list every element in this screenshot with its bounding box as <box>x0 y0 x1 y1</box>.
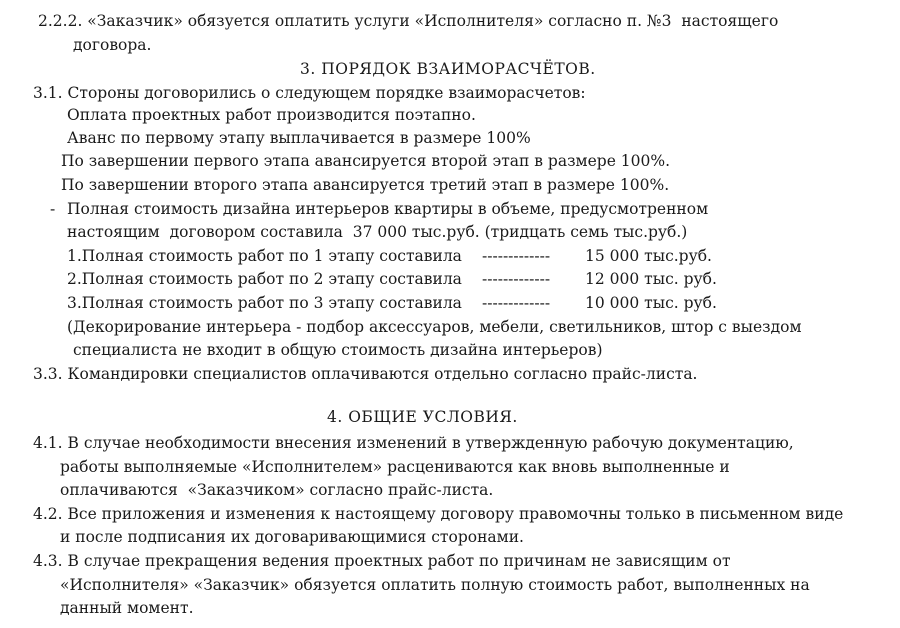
clause-3-1-intro: 3.1. Стороны договорились о следующем порядке взаиморасчетов: <box>33 84 586 102</box>
clause-2-2-2-line-1: 2.2.2. «Заказчик» обязуется оплатить услуги «Исполнителя» согласно п. №3 настоящего <box>38 12 779 30</box>
clause-4-3-line-2: «Исполнителя» «Заказчик» обязуется оплатить полную стоимость работ, выполненных на <box>60 576 810 594</box>
decor-note-line-1: (Декорирование интерьера - подбор аксессуаров, мебели, светильников, штор с выездом <box>67 318 802 336</box>
total-cost-line-2: настоящим договором составила 37 000 тыс.руб. (тридцать семь тыс.руб.) <box>67 223 688 241</box>
stage-3-dashes: ------------- <box>482 294 551 312</box>
clause-4-2-line-2: и после подписания их договаривающимися сторонами. <box>60 528 524 546</box>
section-4-heading: 4. ОБЩИЕ УСЛОВИЯ. <box>327 408 518 426</box>
stage-2-label: 2.Полная стоимость работ по 2 этапу составила <box>67 270 462 288</box>
stage-1-amount: 15 000 тыс.руб. <box>585 247 712 265</box>
clause-3-1-line-2: Аванс по первому этапу выплачивается в размере 100% <box>67 129 531 147</box>
clause-4-1-line-2: работы выполняемые «Исполнителем» расцениваются как вновь выполненные и <box>60 458 730 476</box>
clause-4-3-line-1: 4.3. В случае прекращения ведения проектных работ по причинам не зависящим от <box>33 552 731 570</box>
clause-3-1-line-4: По завершении второго этапа авансируется третий этап в размере 100%. <box>61 176 670 194</box>
clause-4-3-line-3: данный момент. <box>60 599 194 617</box>
stage-1-label: 1.Полная стоимость работ по 1 этапу составила <box>67 247 462 265</box>
clause-3-1-line-3: По завершении первого этапа авансируется второй этап в размере 100%. <box>61 152 671 170</box>
clause-4-1-line-1: 4.1. В случае необходимости внесения изменений в утвержденную рабочую документацию, <box>33 434 794 452</box>
stage-3-amount: 10 000 тыс. руб. <box>585 294 717 312</box>
stage-2-dashes: ------------- <box>482 270 551 288</box>
clause-4-2-line-1: 4.2. Все приложения и изменения к настоящему договору правомочны только в письменном виде <box>33 505 844 523</box>
clause-3-3: 3.3. Командировки специалистов оплачиваются отдельно согласно прайс-листа. <box>33 365 698 383</box>
clause-3-1-line-1: Оплата проектных работ производится поэтапно. <box>67 106 476 124</box>
stage-3-label: 3.Полная стоимость работ по 3 этапу составила <box>67 294 462 312</box>
section-3-heading: 3. ПОРЯДОК ВЗАИМОРАСЧЁТОВ. <box>300 60 596 78</box>
stage-1-dashes: ------------- <box>482 247 551 265</box>
stage-2-amount: 12 000 тыс. руб. <box>585 270 717 288</box>
clause-4-1-line-3: оплачиваются «Заказчиком» согласно прайс-листа. <box>60 481 494 499</box>
decor-note-line-2: специалиста не входит в общую стоимость дизайна интерьеров) <box>73 341 603 359</box>
total-cost-line-1: Полная стоимость дизайна интерьеров квартиры в объеме, предусмотренном <box>67 200 709 218</box>
total-cost-dash: - <box>50 200 56 218</box>
clause-2-2-2-line-2: договора. <box>73 36 152 54</box>
